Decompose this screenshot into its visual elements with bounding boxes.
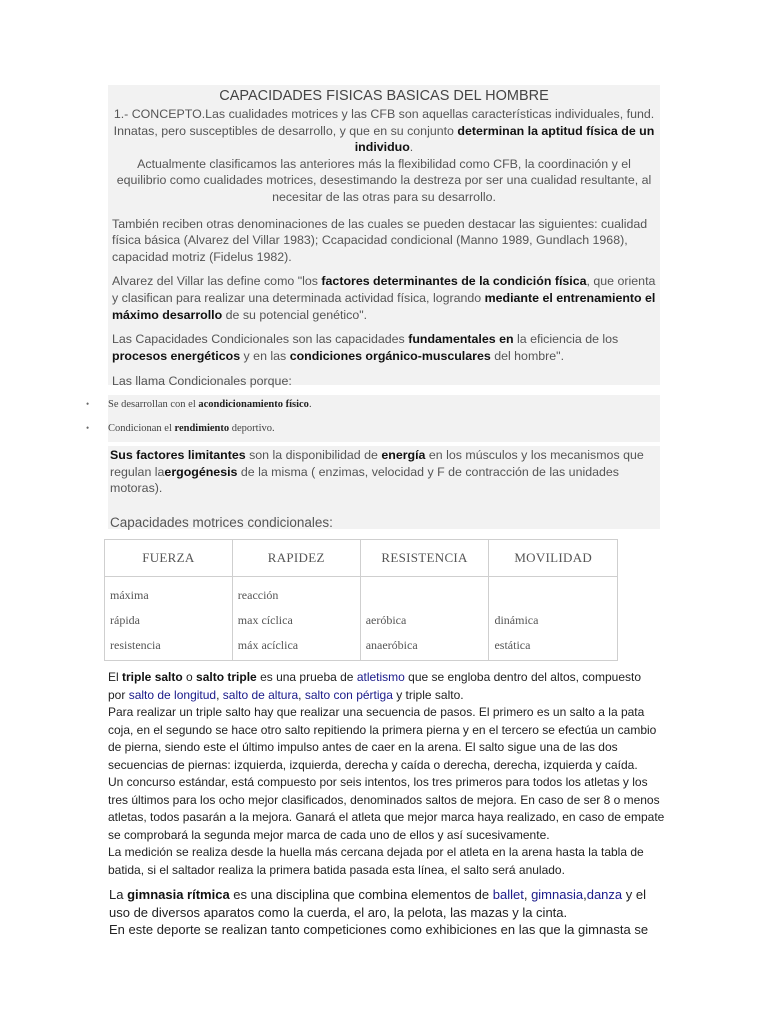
concepto-paragraph: 1.- CONCEPTO.Las cualidades motrices y las CFB son aquellas características individuales, fund. Innatas, pero susceptibles de desarrollo, y que en su conjunto determinan la aptitud física de un individuo. bbox=[113, 107, 655, 155]
section-heading: Capacidades motrices condicionales: bbox=[110, 515, 333, 530]
table-cell: máxima rápida resistencia bbox=[105, 577, 233, 661]
capacidades-table bbox=[104, 539, 618, 661]
triple-salto-section bbox=[108, 669, 668, 879]
table-cell: reacción max cíclica máx acíclica bbox=[232, 577, 360, 661]
intro-section bbox=[108, 85, 660, 389]
gimnasia-line-2: En este deporte se realizan tanto competiciones como exhibiciones en las que la gimnasta se bbox=[109, 922, 649, 937]
gimnasia-paragraph: La gimnasia rítmica es una disciplina que combina elementos de ballet, gimnasia,danza y el uso de diversos aparatos como la cuerda, el aro, la pelota, las mazas y la cinta. bbox=[109, 887, 646, 920]
tambien-paragraph: También reciben otras denominaciones de las cuales se pueden destacar las siguientes: cualidad física básica (Alvarez del Villar 1983); Ccapacidad condicional (Manno 1989, Gundlach 1968), capacidad motriz (Fidelus 1982). bbox=[112, 216, 648, 264]
salto-pertiga-link[interactable]: salto con pértiga bbox=[304, 687, 393, 702]
actualmente-paragraph: Actualmente clasificamos las anteriores más la flexibilidad como CFB, la coordinación y el equilibrio como cualidades motrices, desestimando la destreza por ser una cualidad resultante, al necesitar de las otras para su desarrollo. bbox=[116, 156, 652, 204]
bullet-icon: • bbox=[86, 399, 90, 409]
alvarez-paragraph: Alvarez del Villar las define como "los factores determinantes de la condición física, que orienta y clasifican para realizar una determinada actividad física, logrando mediante el entrenamiento el máximo desarrollo de su potencial genético". bbox=[112, 274, 656, 322]
ballet-link[interactable]: ballet bbox=[492, 887, 524, 902]
table-cell: aeróbica anaeróbica bbox=[360, 577, 489, 661]
list-item: • Se desarrollan con el acondicionamiento físico. bbox=[86, 399, 312, 410]
limitantes-paragraph: Sus factores limitantes son la disponibilidad de energía en los músculos y los mecanismos que regulan laergogénesis de la misma ( enzimas, velocidad y F de contracción de las unidades motoras). bbox=[110, 448, 644, 496]
table-header: RAPIDEZ bbox=[232, 540, 360, 577]
condicionales-paragraph: Las Capacidades Condicionales son las capacidades fundamentales en la eficiencia de los procesos energéticos y en las condiciones orgánico-musculares del hombre". bbox=[112, 332, 619, 363]
table-header: RESISTENCIA bbox=[360, 540, 489, 577]
danza-link[interactable]: danza bbox=[586, 887, 623, 902]
table-row bbox=[105, 577, 618, 661]
salto-altura-link[interactable]: salto de altura bbox=[222, 687, 299, 702]
triple-line-1: El triple salto o salto triple es una prueba de atletismo que se engloba dentro del altos, compuesto bbox=[108, 670, 642, 684]
gimnasia-link[interactable]: gimnasia bbox=[531, 887, 584, 902]
table-header: FUERZA bbox=[105, 540, 233, 577]
triple-pasos-paragraph: Para realizar un triple salto hay que realizar una secuencia de pasos. El primero es un salto a la pata coja, en el segundo se hace otro salto repitiendo la primera pierna y en el tercero se efectúa un cambio de pierna, siendo este el último impulso antes de caer en la arena. El salto sigue una de las dos secuencias de piernas: izquierda, izquierda, derecha y caída o derecha, derecha, izquierda y caída. bbox=[108, 705, 657, 772]
bullet-icon: • bbox=[86, 423, 90, 433]
table-header-row bbox=[105, 540, 618, 577]
triple-concurso-paragraph: Un concurso estándar, está compuesto por seis intentos, los tres primeros para todos los atletas y los tres últimos para los ocho mejor clasificados, denominados saltos de mejora. En caso de ser 8 o menos atletas, todos pasarán a la mejora. Ganará el atleta que mejor marca haya realizado, en caso de empate se comprobará la segunda mejor marca de cada uno de ellos y así sucesivamente. bbox=[108, 775, 665, 842]
gimnasia-section bbox=[109, 886, 669, 939]
salto-longitud-link[interactable]: salto de longitud bbox=[128, 687, 217, 702]
triple-line-2: por salto de longitud, salto de altura, salto con pértiga y triple salto. bbox=[108, 687, 464, 702]
atletismo-link[interactable]: atletismo bbox=[356, 670, 405, 684]
list-item: • Condicionan el rendimiento deportivo. bbox=[86, 423, 275, 434]
table-cell: dinámica estática bbox=[489, 577, 618, 661]
triple-medicion-paragraph: La medición se realiza desde la huella más cercana dejada por el atleta en la arena hasta la tabla de batida, si el saltador realiza la primera batida pasada esta línea, el salto será anulado. bbox=[108, 845, 644, 877]
bullets-section bbox=[86, 395, 660, 442]
table-header: MOVILIDAD bbox=[489, 540, 618, 577]
limitantes-section bbox=[108, 446, 660, 529]
page-title: CAPACIDADES FISICAS BASICAS DEL HOMBRE bbox=[219, 88, 549, 104]
llama-paragraph: Las llama Condicionales porque: bbox=[112, 374, 292, 389]
